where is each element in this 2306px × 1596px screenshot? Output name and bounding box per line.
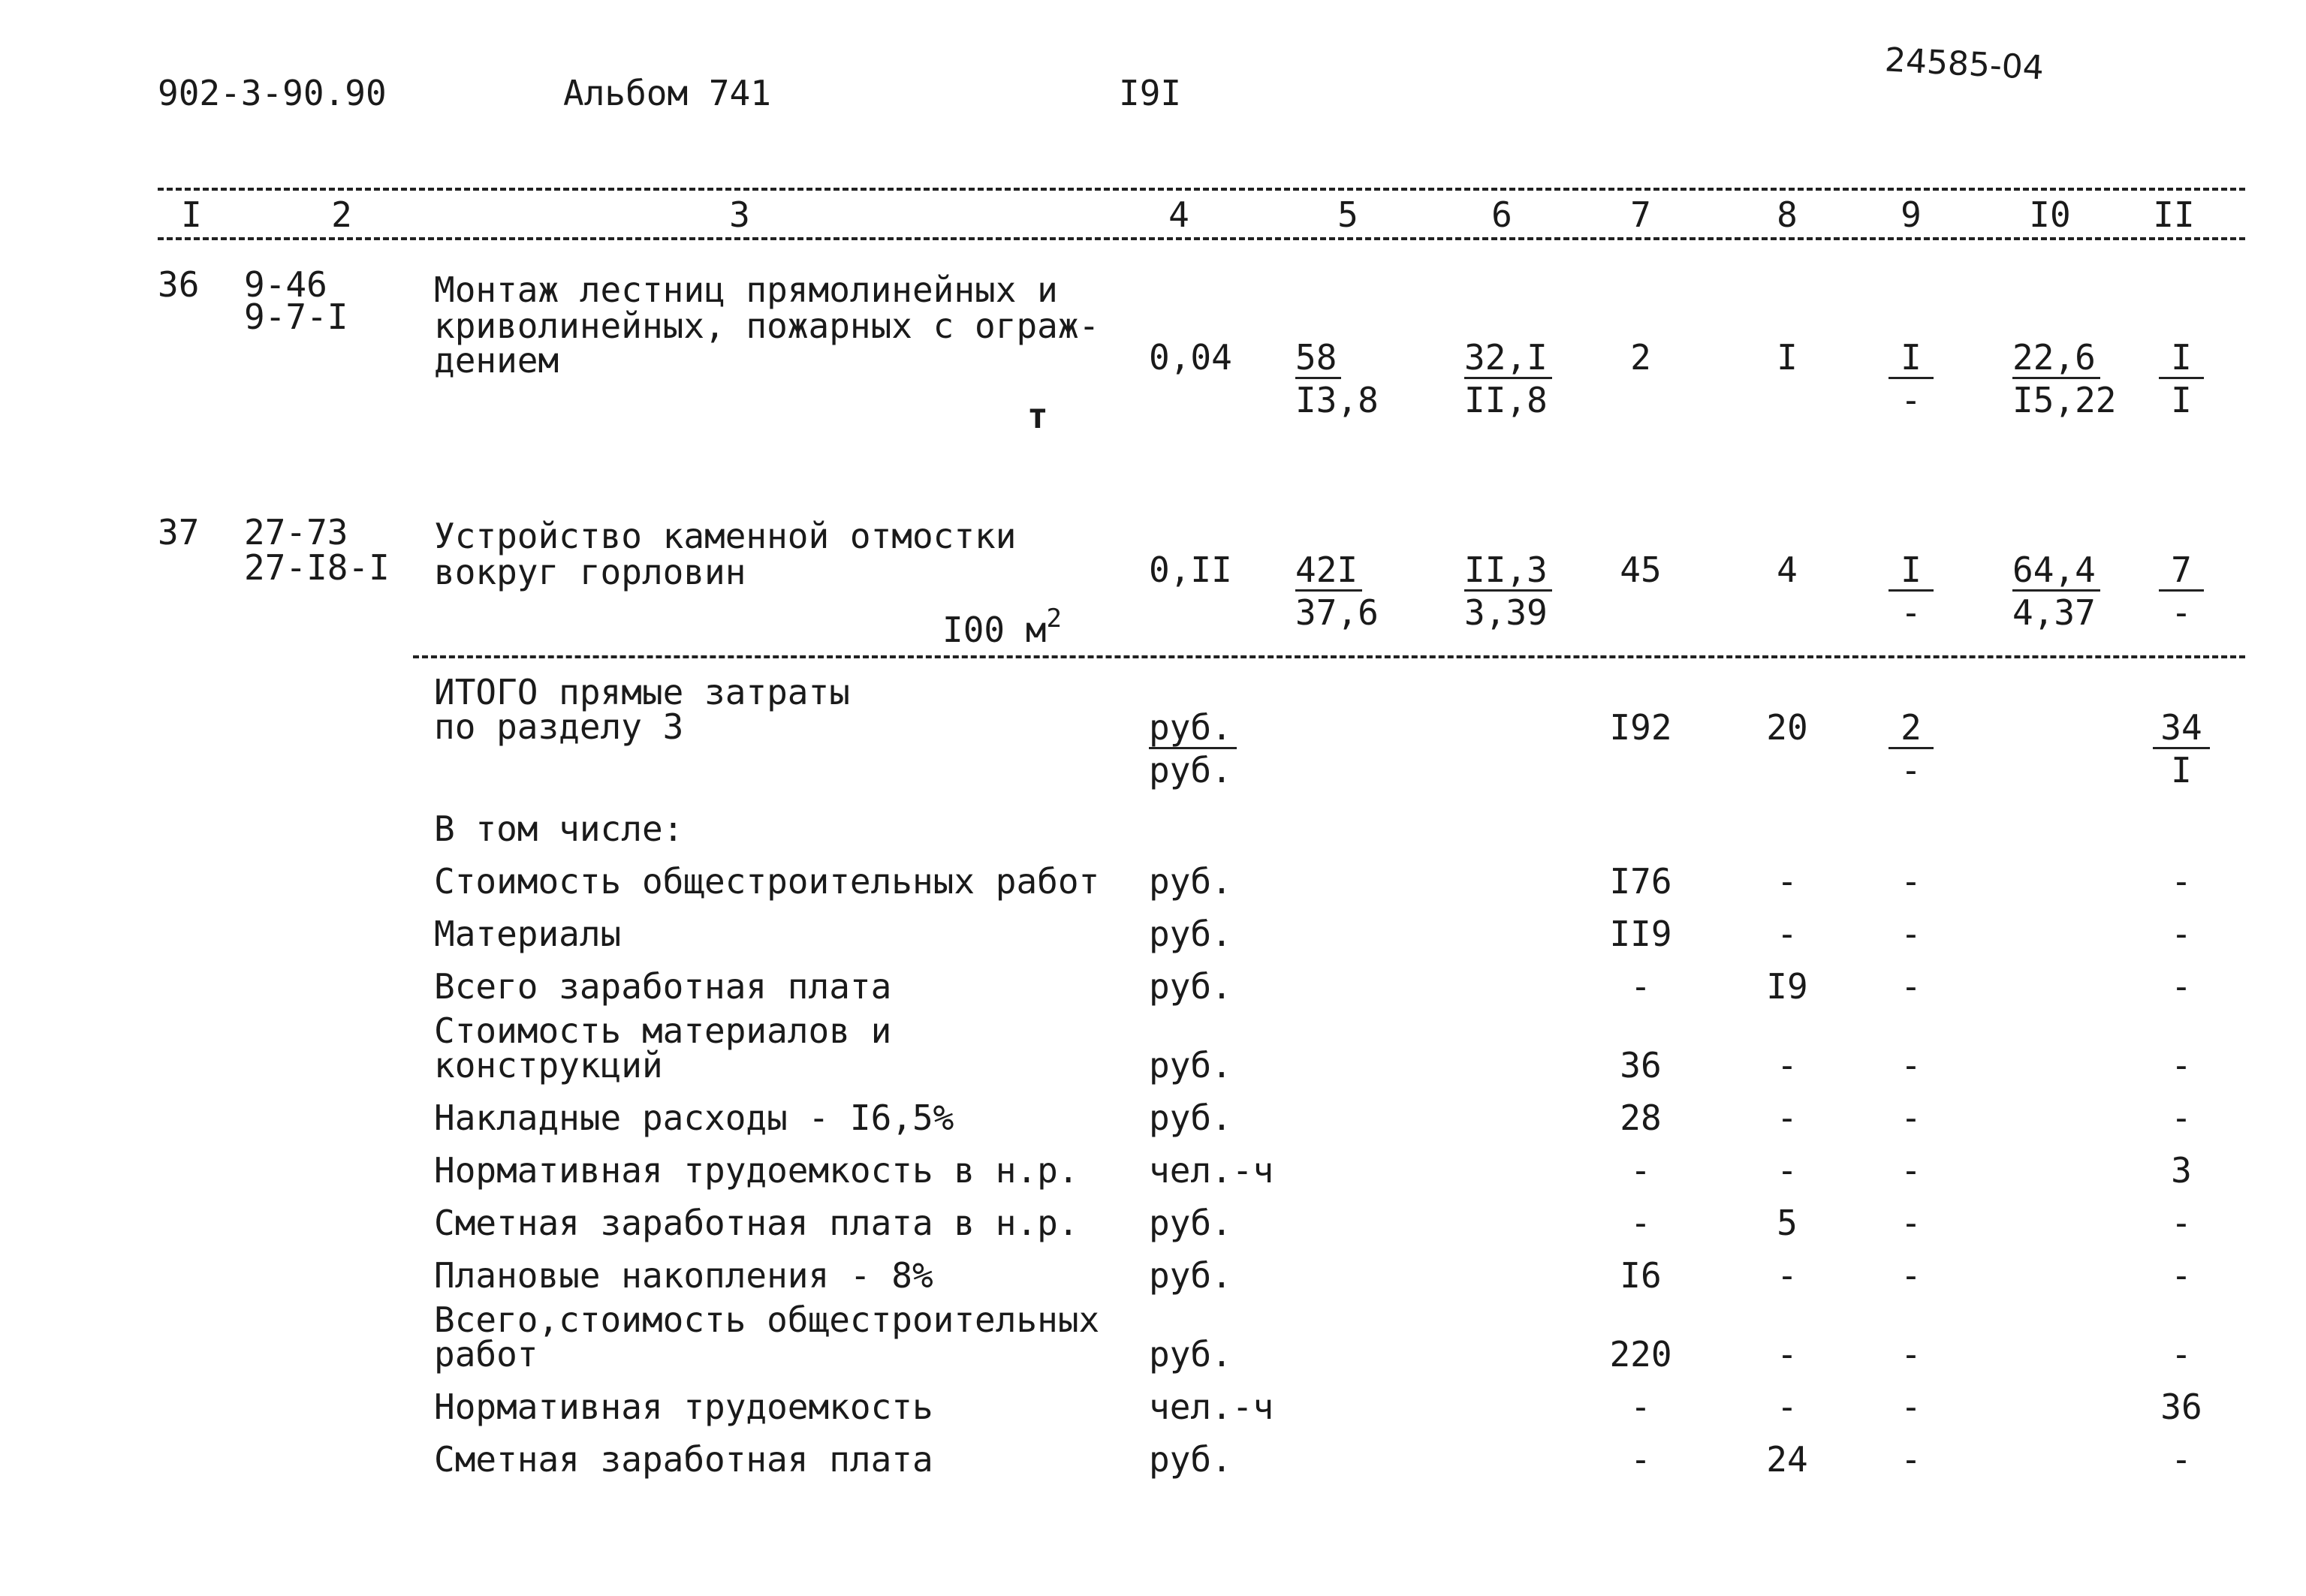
unit-wage-fraction — [1464, 552, 1552, 631]
total-wage: I — [1777, 337, 1798, 378]
fraction-top: 7 — [2159, 552, 2204, 592]
breakdown-wage: 24 — [1766, 1439, 1808, 1480]
breakdown-unit: руб. — [1149, 1334, 1232, 1375]
breakdown-unit: руб. — [1149, 1203, 1232, 1243]
including-label: В том числе: — [434, 809, 684, 849]
fraction-bottom: II,8 — [1464, 380, 1548, 420]
breakdown-wage: 5 — [1777, 1203, 1798, 1243]
work-description: криволинейных, пожарных с ограж- — [434, 306, 1100, 346]
col-header-1: I — [181, 194, 202, 235]
breakdown-col9: - — [1901, 1203, 1922, 1243]
breakdown-col9: - — [1901, 914, 1922, 954]
quantity: 0,II — [1149, 550, 1232, 590]
total-labor-fraction — [2151, 709, 2211, 788]
col-header-2: 2 — [331, 194, 352, 235]
fraction-bottom: I5,22 — [2012, 380, 2117, 420]
breakdown-unit: руб. — [1149, 914, 1232, 954]
breakdown-label: Материалы — [434, 914, 622, 954]
unit-of-measure: т — [1027, 396, 1048, 436]
total-cost: I92 — [1609, 707, 1672, 748]
breakdown-label: Всего заработная плата — [434, 966, 892, 1007]
breakdown-label: Плановые накопления - 8% — [434, 1255, 933, 1296]
col-header-3: 3 — [729, 194, 750, 235]
header-rule-top — [158, 188, 2245, 191]
fraction-bottom: I — [2171, 750, 2192, 790]
col-header-6: 6 — [1491, 194, 1512, 235]
labor-norm-fraction — [2012, 552, 2100, 631]
doc-code: 902-3-90.90 — [158, 73, 387, 113]
norm-code-sub: 9-7-I — [244, 297, 348, 337]
breakdown-cost: 220 — [1609, 1334, 1672, 1375]
fraction-bottom: I3,8 — [1295, 380, 1379, 420]
breakdown-cost: - — [1630, 1150, 1651, 1191]
norm-code-sub: 27-I8-I — [244, 547, 390, 588]
total-wage: 20 — [1766, 707, 1808, 748]
breakdown-label: Накладные расходы - I6,5% — [434, 1098, 954, 1138]
fraction-bottom: 3,39 — [1464, 592, 1548, 633]
breakdown-wage: - — [1777, 1150, 1798, 1191]
inventory-stamp: 24585-04 — [1883, 41, 2045, 88]
breakdown-cost: - — [1630, 966, 1651, 1007]
unit-wage-fraction — [1464, 339, 1552, 418]
unit-cost-fraction — [1295, 339, 1379, 418]
breakdown-labor: 3 — [2171, 1150, 2192, 1191]
fraction-bottom: - — [2171, 592, 2192, 633]
work-description: Устройство каменной отмостки — [434, 516, 1017, 556]
fraction-top: I — [1889, 339, 1934, 379]
breakdown-col9: - — [1901, 861, 1922, 902]
quantity: 0,04 — [1149, 337, 1232, 378]
fraction-top: 2 — [1889, 709, 1934, 749]
breakdown-wage: - — [1777, 1334, 1798, 1375]
fraction-bottom: I — [2171, 380, 2192, 420]
breakdown-col9: - — [1901, 1439, 1922, 1480]
total-col9-fraction — [1881, 709, 1941, 788]
fraction-bottom: 37,6 — [1295, 592, 1379, 633]
fraction-top: II,3 — [1464, 552, 1552, 592]
labor-total-fraction — [2151, 552, 2211, 631]
breakdown-col9: - — [1901, 1098, 1922, 1138]
work-description: дением — [434, 340, 559, 381]
fraction-bottom: - — [1901, 592, 1922, 633]
breakdown-wage: - — [1777, 1255, 1798, 1296]
fraction-bottom: руб. — [1149, 750, 1232, 790]
labor-total-fraction — [2151, 339, 2211, 418]
fraction-top: 42I — [1295, 552, 1362, 592]
breakdown-label: Нормативная трудоемкость — [434, 1387, 933, 1427]
header-rule-bottom — [158, 237, 2245, 240]
breakdown-col9: - — [1901, 1045, 1922, 1086]
breakdown-label: Сметная заработная плата в н.р. — [434, 1203, 1079, 1243]
row-number: 37 — [158, 512, 200, 553]
fraction-bottom: 4,37 — [2012, 592, 2096, 633]
fraction-top: I — [2159, 339, 2204, 379]
fraction-top: I — [1889, 552, 1934, 592]
breakdown-wage: - — [1777, 1098, 1798, 1138]
col-header-5: 5 — [1337, 194, 1358, 235]
breakdown-col9: - — [1901, 1334, 1922, 1375]
col-header-9: 9 — [1901, 194, 1922, 235]
breakdown-cost: I6 — [1620, 1255, 1662, 1296]
norm-code: 27-73 — [244, 512, 348, 553]
fraction-top: 34 — [2153, 709, 2209, 749]
breakdown-wage: - — [1777, 861, 1798, 902]
total-unit-fraction — [1149, 709, 1237, 788]
page-number: I9I — [1119, 73, 1182, 113]
breakdown-label: работ — [434, 1334, 538, 1375]
work-description: вокруг горловин — [434, 552, 746, 592]
fraction-top: руб. — [1149, 709, 1237, 749]
fraction-bottom: - — [1901, 750, 1922, 790]
breakdown-labor: - — [2171, 1098, 2192, 1138]
breakdown-col9: - — [1901, 966, 1922, 1007]
breakdown-label: Всего,стоимость общестроительных — [434, 1299, 1100, 1340]
breakdown-cost: 28 — [1620, 1098, 1662, 1138]
fraction-bottom: - — [1901, 380, 1922, 420]
breakdown-cost: - — [1630, 1439, 1651, 1480]
breakdown-cost: I76 — [1609, 861, 1672, 902]
breakdown-col9: - — [1901, 1255, 1922, 1296]
breakdown-labor: - — [2171, 1439, 2192, 1480]
breakdown-unit: чел.-ч — [1149, 1150, 1274, 1191]
breakdown-label: Сметная заработная плата — [434, 1439, 933, 1480]
breakdown-labor: - — [2171, 914, 2192, 954]
breakdown-cost: 36 — [1620, 1045, 1662, 1086]
unit-text: I00 м — [942, 610, 1047, 650]
breakdown-wage: - — [1777, 1387, 1798, 1427]
fraction-top: 32,I — [1464, 339, 1552, 379]
fraction-top: 58 — [1295, 339, 1341, 379]
col-header-4: 4 — [1168, 194, 1189, 235]
breakdown-labor: - — [2171, 1255, 2192, 1296]
breakdown-col9: - — [1901, 1387, 1922, 1427]
breakdown-unit: руб. — [1149, 861, 1232, 902]
breakdown-col9: - — [1901, 1150, 1922, 1191]
labor-norm-fraction — [2012, 339, 2116, 418]
breakdown-cost: - — [1630, 1203, 1651, 1243]
breakdown-labor: - — [2171, 1203, 2192, 1243]
unit-superscript: 2 — [1046, 604, 1062, 634]
total-label: по разделу 3 — [434, 706, 684, 747]
fraction-top: 22,6 — [2012, 339, 2100, 379]
col-header-11: II — [2153, 194, 2195, 235]
breakdown-unit: руб. — [1149, 966, 1232, 1007]
breakdown-wage: - — [1777, 1045, 1798, 1086]
total-cost: 45 — [1620, 550, 1662, 590]
row-number: 36 — [158, 264, 200, 305]
album-label: Альбом 741 — [563, 73, 771, 113]
unit-of-measure — [942, 601, 1062, 648]
breakdown-unit: руб. — [1149, 1439, 1232, 1480]
breakdown-label: Стоимость общестроительных работ — [434, 861, 1100, 902]
breakdown-unit: руб. — [1149, 1098, 1232, 1138]
breakdown-labor: - — [2171, 1334, 2192, 1375]
col9-fraction — [1881, 339, 1941, 418]
col-header-8: 8 — [1777, 194, 1798, 235]
breakdown-labor: - — [2171, 861, 2192, 902]
total-wage: 4 — [1777, 550, 1798, 590]
breakdown-label: Нормативная трудоемкость в н.р. — [434, 1150, 1079, 1191]
breakdown-label: Стоимость материалов и — [434, 1010, 892, 1051]
breakdown-unit: чел.-ч — [1149, 1387, 1274, 1427]
breakdown-labor: - — [2171, 966, 2192, 1007]
breakdown-cost: - — [1630, 1387, 1651, 1427]
col9-fraction — [1881, 552, 1941, 631]
totals-separator — [413, 655, 2245, 658]
breakdown-labor: - — [2171, 1045, 2192, 1086]
work-description: Монтаж лестниц прямолинейных и — [434, 270, 1058, 310]
fraction-top: 64,4 — [2012, 552, 2100, 592]
col-header-7: 7 — [1630, 194, 1651, 235]
total-label: ИТОГО прямые затраты — [434, 672, 850, 712]
breakdown-unit: руб. — [1149, 1255, 1232, 1296]
breakdown-labor: 36 — [2160, 1387, 2202, 1427]
col-header-10: I0 — [2029, 194, 2071, 235]
norm-code: 9-46 — [244, 264, 327, 305]
unit-cost-fraction — [1295, 552, 1379, 631]
breakdown-label: конструкций — [434, 1045, 663, 1086]
breakdown-wage: I9 — [1766, 966, 1808, 1007]
breakdown-cost: II9 — [1609, 914, 1672, 954]
breakdown-unit: руб. — [1149, 1045, 1232, 1086]
breakdown-wage: - — [1777, 914, 1798, 954]
total-cost: 2 — [1630, 337, 1651, 378]
